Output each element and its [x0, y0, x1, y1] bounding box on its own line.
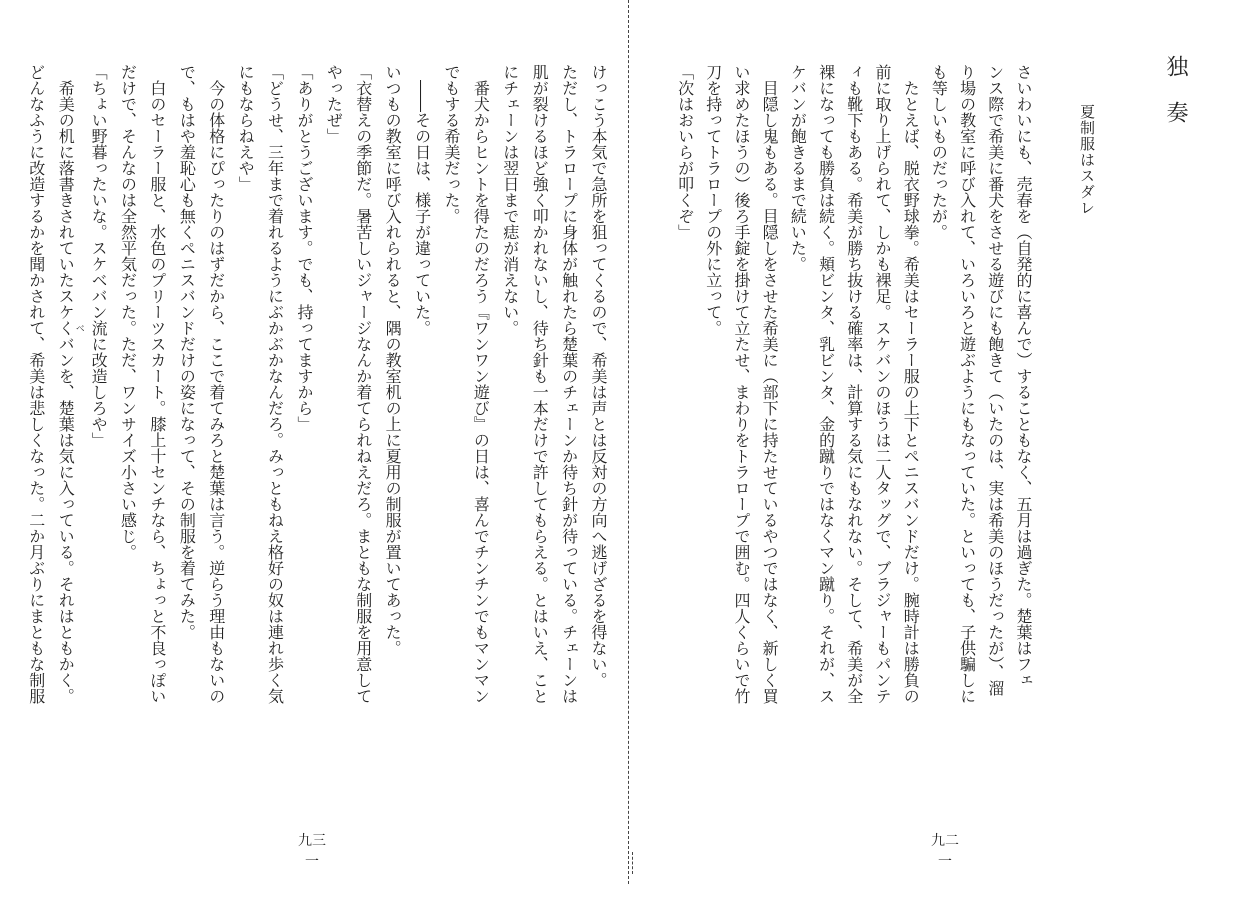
ruby-base: く	[56, 320, 76, 336]
text-line: 裸になっても勝負は続く。頬ビンタ、乳ビンタ、金的蹴りではなくマン蹴り。それが、ス	[816, 64, 836, 704]
text-line: 前に取り上げられて、しかも裸足。スケバンのほうは二人タッグで、ブラジャーもパンテ	[872, 64, 892, 704]
text-line: ――その日は、様子が違っていた。	[412, 64, 432, 336]
text-line: 「次はおいらが叩くぞ」	[675, 64, 695, 240]
text-line: ィも靴下もある。希美が勝ち抜ける確率は、計算する気にもなれない。そして、希美が全	[844, 64, 864, 704]
text-line: 刀を持ってトラロープの外に立って。	[703, 64, 723, 336]
text-line: にチェーンは翌日まで痣が消えない。	[500, 64, 520, 336]
text-line: やったぜ」	[324, 64, 344, 144]
text-line: いつもの教室に呼び入れられると、隅の教室机の上に夏用の制服が置いてあった。	[383, 64, 403, 656]
text-line: い求めたほうの）後ろ手錠を掛けて立たせ、まわりをトラロープで囲む。四人くらいで竹	[731, 64, 751, 704]
ruby-annotation	[56, 320, 84, 336]
left-page-body	[21, 64, 613, 724]
right-page-body	[670, 64, 1037, 724]
page-fold-line	[628, 0, 629, 884]
text-line: どんなふうに改造するかを聞かされて、希美は悲しくなった。二か月ぶりにまともな制服	[26, 64, 46, 704]
text-line: 目隠し鬼もある。目隠しをさせた希美に（部下に持たせているやつではなく、新しく買	[760, 64, 780, 704]
text-line: で、もはや羞恥心も無くペニスバンドだけの姿になって、その制服を着てみた。	[177, 64, 197, 640]
text-line: けっこう本気で急所を狙ってくるので、希美は声とは反対の方向へ逃げざるを得ない。	[589, 64, 608, 688]
right-page-number: 九二	[931, 833, 959, 849]
text-line: り場の教室に呼び入れて、いろいろと遊ぶようにもなっていた。といっても、子供騙しに	[957, 64, 977, 704]
text-line: でもする希美だった。	[441, 64, 461, 224]
text-line: 肌が裂けるほど強く叩かれないし、待ち針も一本だけで許してもらえる。とはいえ、こと	[530, 64, 550, 704]
text-line: にもならねえや」	[236, 64, 256, 192]
text-line: 「衣替えの季節だ。暑苦しいジャージなんか着てられねえだろ。まともな制服を用意して	[353, 64, 373, 704]
text-line: 「どうせ、三年まで着れるようにぶかぶかなんだろ。みっともねえ格好の奴は連れ歩く気	[265, 64, 285, 704]
text-line: だけで、そんなのは全然平気だった。ただ、ワンサイズ小さい感じ。	[118, 64, 138, 560]
text-line: 今の体格にぴったりのはずだから、ここで着てみろと楚葉は言う。逆らう理由もないの	[206, 64, 226, 704]
text-line: 番犬からヒントを得たのだろう『ワンワン遊び』の日は、喜んでチンチンでもマンマン	[471, 64, 491, 704]
left-page-number: 九三	[298, 833, 326, 849]
text-line: 「ちょい野暮ったいな。スケベバン流に改造しろや」	[89, 64, 109, 448]
text-line: ンス際で希美に番犬をさせる遊びにも飽きて（いたのは、実は希美のほうだったが）、溜	[985, 64, 1005, 696]
text-line: ケバンが飽きるまで続いた。	[788, 64, 808, 272]
chapter-title: 独奏	[1163, 55, 1188, 147]
left-page-number-sub: 一	[305, 854, 319, 870]
text-line: たとえば、脱衣野球拳。希美はセーラー服の上下とペニスバンドだけ。腕時計は勝負の	[901, 64, 921, 704]
text-segment: バンを、楚葉は気に入っている。それはともかく。	[56, 336, 76, 704]
fold-mark	[632, 852, 633, 874]
text-segment: 希美の机に落書きされていたスケ	[56, 64, 76, 320]
text-line: 白のセーラー服と、水色のプリーツスカート。膝上十センチなら、ちょっと不良っぽい	[147, 64, 167, 704]
text-line: 「ありがとうございます。でも、持ってますから」	[294, 64, 314, 432]
section-subtitle: 夏制服はスダレ	[1078, 104, 1096, 216]
text-line	[51, 64, 84, 724]
ruby-text: べ	[73, 320, 84, 336]
text-line: さいわいにも、売春を（自発的に喜んで）することもなく、五月は過ぎた。楚葉はフェ	[1014, 64, 1033, 688]
text-line: も等しいものだったが。	[929, 64, 949, 240]
text-line: ただし、トラロープに身体が触れたら楚葉のチェーンか待ち針が待っている。チェーンは	[559, 64, 579, 704]
right-page-number-sub: 一	[938, 854, 952, 870]
